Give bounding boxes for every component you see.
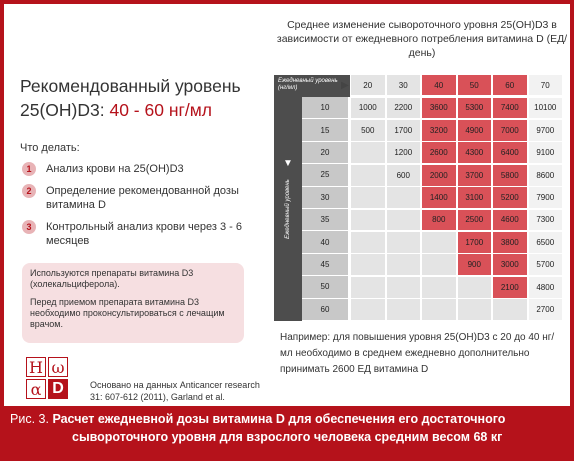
table-cell: 5800 xyxy=(493,165,527,186)
table-cell: 4300 xyxy=(458,142,492,163)
table-cell: 3200 xyxy=(422,120,456,141)
table-cell xyxy=(422,232,456,253)
table-cell: 8600 xyxy=(529,165,563,186)
table-cell: 5200 xyxy=(493,187,527,208)
table-cell xyxy=(351,232,385,253)
row-header: 10 xyxy=(302,97,348,118)
column-header: 40 xyxy=(422,75,456,95)
table-cell xyxy=(493,299,527,320)
row-header: 15 xyxy=(302,119,348,140)
table-cell: 5700 xyxy=(529,254,563,275)
column-header-label: Ежедневный уровень (нг/мл) xyxy=(274,75,350,97)
row-header: 30 xyxy=(302,187,348,208)
todo-heading: Что делать: xyxy=(20,142,80,154)
title-prefix: 25(OH)D3: xyxy=(20,100,105,120)
table-cell: 3000 xyxy=(493,254,527,275)
figure-panel xyxy=(4,4,570,406)
row-header: 60 xyxy=(302,299,348,320)
table-cell: 2100 xyxy=(493,277,527,298)
table-cell: 600 xyxy=(387,165,421,186)
row-header: 25 xyxy=(302,164,348,185)
row-header-label xyxy=(274,97,302,321)
table-cell xyxy=(458,299,492,320)
step-text: Анализ крови на 25(OH)D3 xyxy=(46,163,184,175)
table-cell xyxy=(351,254,385,275)
table-cell: 2600 xyxy=(422,142,456,163)
table-cell xyxy=(387,299,421,320)
row-header: 50 xyxy=(302,276,348,297)
table-cell xyxy=(351,187,385,208)
table-cell xyxy=(422,299,456,320)
table-cell: 3700 xyxy=(458,165,492,186)
table-cell xyxy=(387,210,421,231)
logo-d: D xyxy=(48,379,68,399)
caption-line2: сывороточного уровня для взрослого человека средним весом 68 кг xyxy=(72,430,503,444)
table-cell: 900 xyxy=(458,254,492,275)
row-header-label-text: Ежедневный уровень xyxy=(285,179,291,239)
step-3 xyxy=(22,220,256,248)
table-cell: 4800 xyxy=(529,277,563,298)
table-cell xyxy=(387,232,421,253)
row-header: 20 xyxy=(302,142,348,163)
logo-omega: ω xyxy=(48,357,68,377)
table-title: Среднее изменение сывороточного уровня 25(OH)D3 в зависимости от ежедневного потребления витамина D (ЕД/день) xyxy=(276,19,568,59)
table-cell xyxy=(351,165,385,186)
step-text: Определение рекомендованной дозы витамина D xyxy=(46,185,239,211)
column-header: 70 xyxy=(529,75,563,95)
caption-label: Рис. 3. xyxy=(10,412,49,426)
table-cell: 6500 xyxy=(529,232,563,253)
column-header: 20 xyxy=(351,75,385,95)
table-cell xyxy=(422,277,456,298)
step-number: 3 xyxy=(22,220,36,234)
table-cell xyxy=(351,142,385,163)
step-1 xyxy=(22,162,256,176)
hwad-logo xyxy=(26,357,70,401)
table-cell xyxy=(387,187,421,208)
step-number: 1 xyxy=(22,162,36,176)
source-note: Основано на данных Anticancer research 31: 607-612 (2011), Garland et al. xyxy=(90,380,260,402)
row-header: 40 xyxy=(302,231,348,252)
table-cell: 4600 xyxy=(493,210,527,231)
row-header: 45 xyxy=(302,254,348,275)
note-box xyxy=(22,263,244,343)
table-cell: 2000 xyxy=(422,165,456,186)
title-range: 40 - 60 нг/мл xyxy=(109,100,212,120)
column-header: 50 xyxy=(458,75,492,95)
table-cell xyxy=(351,210,385,231)
table-cell xyxy=(351,299,385,320)
column-header: 30 xyxy=(387,75,421,95)
example-text: Например: для повышения уровня 25(OH)D3 с 20 до 40 нг/мл необходимо в среднем ежедневно дополнительно принимать 2600 ЕД витамина D xyxy=(280,332,555,375)
table-cell: 7300 xyxy=(529,210,563,231)
table-cell: 2200 xyxy=(387,98,421,119)
step-number: 2 xyxy=(22,184,36,198)
table-cell: 2500 xyxy=(458,210,492,231)
table-cell: 7900 xyxy=(529,187,563,208)
table-cell: 10100 xyxy=(529,98,563,119)
table-cell: 3800 xyxy=(493,232,527,253)
table-cell: 5300 xyxy=(458,98,492,119)
table-cell xyxy=(422,254,456,275)
table-cell: 1000 xyxy=(351,98,385,119)
table-cell: 3100 xyxy=(458,187,492,208)
caption-line1: Расчет ежедневной дозы витамина D для обеспечения его достаточного xyxy=(52,412,506,426)
table-cell xyxy=(351,277,385,298)
table-cell: 1700 xyxy=(458,232,492,253)
dose-table xyxy=(274,75,564,321)
table-cell: 1700 xyxy=(387,120,421,141)
table-cell: 4900 xyxy=(458,120,492,141)
table-cell: 800 xyxy=(422,210,456,231)
table-cell: 6400 xyxy=(493,142,527,163)
down-arrow-icon: ▼ xyxy=(283,158,293,169)
table-cell: 9100 xyxy=(529,142,563,163)
logo-alpha: α xyxy=(26,379,46,399)
figure-caption xyxy=(10,410,564,446)
table-cell: 500 xyxy=(351,120,385,141)
right-arrow-icon: ▶ xyxy=(341,80,349,91)
step-2 xyxy=(22,184,256,212)
table-cell xyxy=(387,277,421,298)
table-cell: 1400 xyxy=(422,187,456,208)
note-text-2: Перед приемом препарата витамина D3 необходимо проконсультироваться с лечащим врачом. xyxy=(30,297,225,329)
table-cell: 7000 xyxy=(493,120,527,141)
title-line2 xyxy=(20,98,260,122)
table-cell xyxy=(387,254,421,275)
recommended-level-title xyxy=(20,74,260,122)
title-line1: Рекомендованный уровень xyxy=(20,76,241,96)
note-text-1: Используются препараты витамина D3 (холекальциферола). xyxy=(30,268,194,289)
table-cell: 3600 xyxy=(422,98,456,119)
table-cell: 7400 xyxy=(493,98,527,119)
table-cell xyxy=(458,277,492,298)
column-header: 60 xyxy=(493,75,527,95)
step-text: Контрольный анализ крови через 3 - 6 месяцев xyxy=(46,221,242,247)
table-cell: 1200 xyxy=(387,142,421,163)
logo-h: H xyxy=(26,357,46,377)
table-cell: 9700 xyxy=(529,120,563,141)
table-cell: 2700 xyxy=(529,299,563,320)
row-header: 35 xyxy=(302,209,348,230)
